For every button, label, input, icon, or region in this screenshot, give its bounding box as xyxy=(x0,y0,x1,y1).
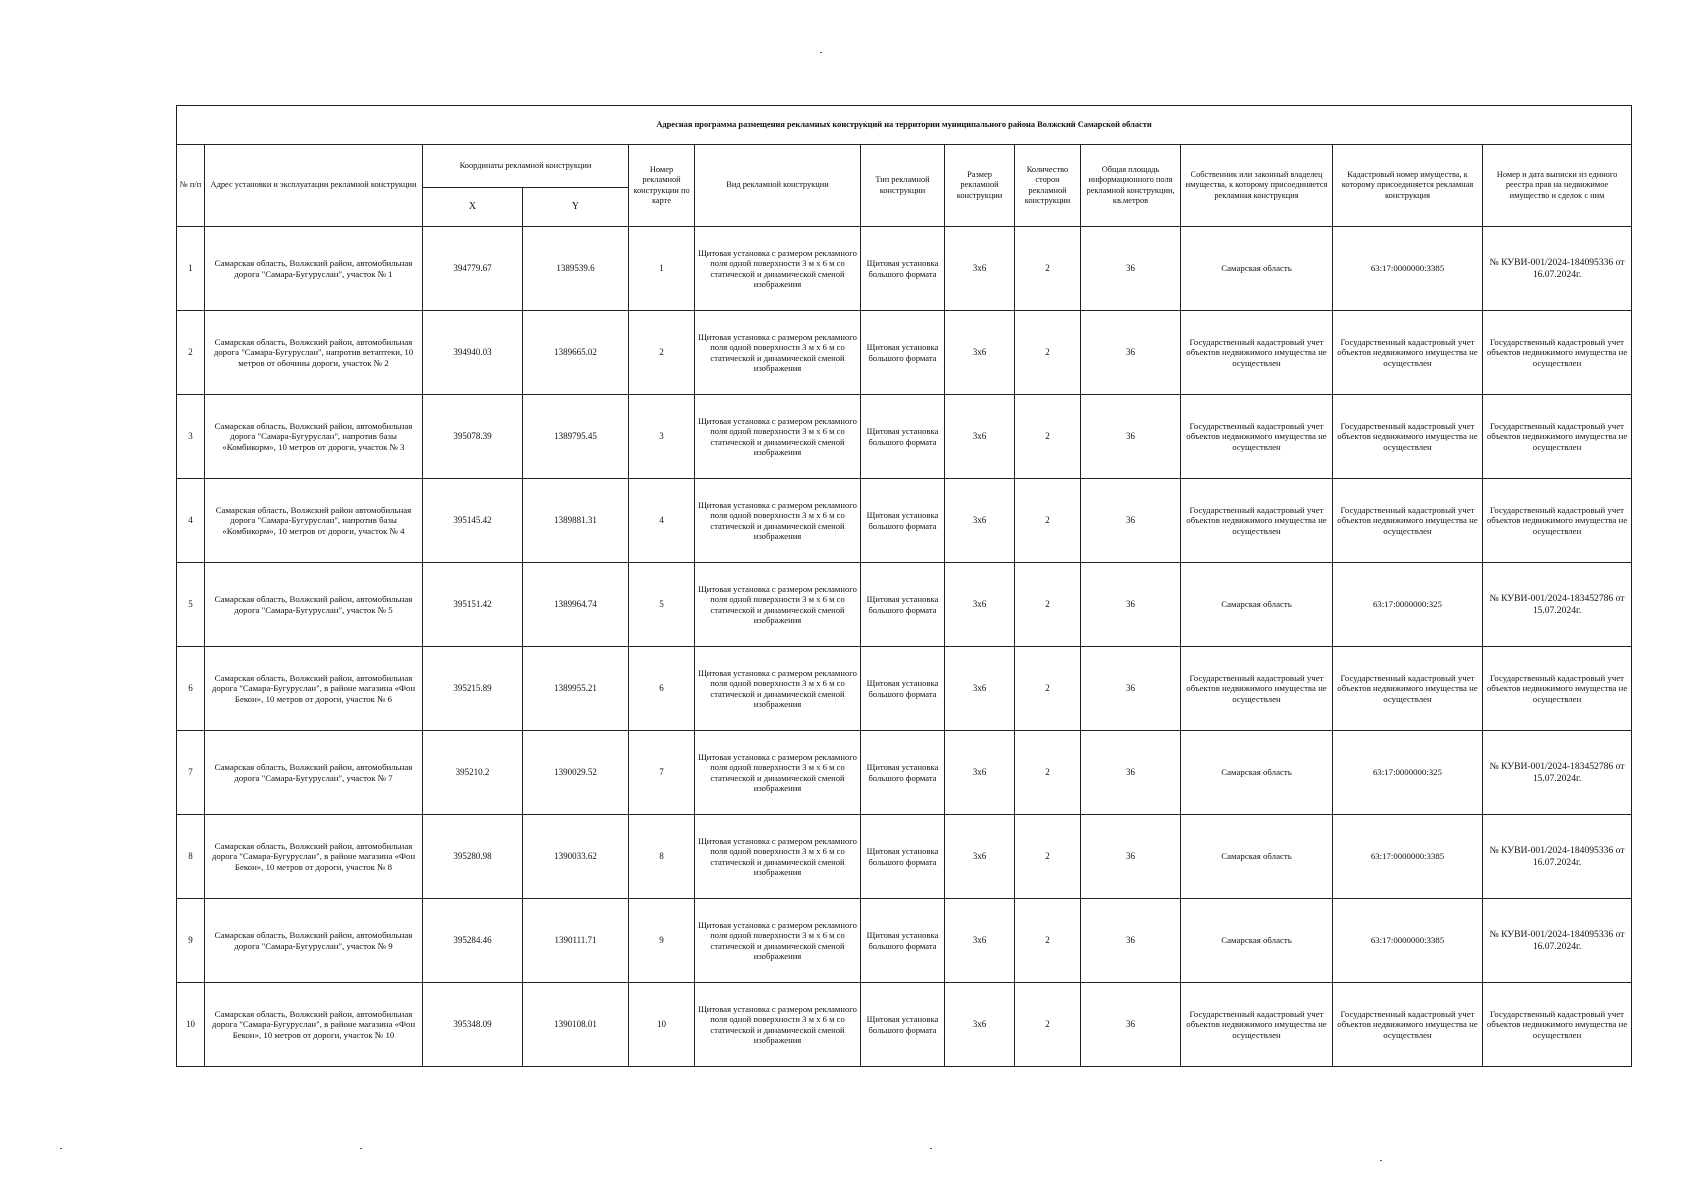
header-cadastral: Кадастровый номер имущества, к которому присоединяется рекламная конструкция xyxy=(1333,145,1483,227)
header-registry: Номер и дата выписки из единого реестра прав на недвижимое имущество и сделок с ним xyxy=(1483,145,1632,227)
cell-kind: Щитовая установка с размером рекламного поля одной поверхности 3 м х 6 м со статической и динамической сменой изображения xyxy=(695,647,861,731)
header-map-number: Номер рекламной конструкции по карте xyxy=(629,145,695,227)
scan-speck xyxy=(820,52,822,53)
cell-registry: № КУВИ-001/2024-183452786 от 15.07.2024г. xyxy=(1483,563,1632,647)
cell-size: 3х6 xyxy=(945,983,1015,1067)
cell-address: Самарская область, Волжский район, автомобильная дорога "Самара-Бугуруслан", напротив ветаптеки, 10 метров от обочины дороги, участок № 2 xyxy=(205,311,423,395)
cell-sides: 2 xyxy=(1015,899,1081,983)
cell-size: 3х6 xyxy=(945,731,1015,815)
cell-registry: Государственный кадастровый учет объектов недвижимого имущества не осуществлен xyxy=(1483,647,1632,731)
cell-sides: 2 xyxy=(1015,647,1081,731)
cell-type: Щитовая установка большого формата xyxy=(861,563,945,647)
cell-cadastral: 63:17:0000000:3385 xyxy=(1333,899,1483,983)
cell-area: 36 xyxy=(1081,395,1181,479)
table-row xyxy=(177,563,1632,647)
cell-address: Самарская область, Волжский район автомобильная дорога "Самара-Бугуруслан", напротив базы «Комбикорм», 10 метров от дороги, участок № 4 xyxy=(205,479,423,563)
cell-registry: Государственный кадастровый учет объектов недвижимого имущества не осуществлен xyxy=(1483,311,1632,395)
cell-cadastral: Государственный кадастровый учет объектов недвижимого имущества не осуществлен xyxy=(1333,311,1483,395)
cell-num: 5 xyxy=(177,563,205,647)
cell-y: 1389665.02 xyxy=(523,311,629,395)
header-kind: Вид рекламной конструкции xyxy=(695,145,861,227)
cell-sides: 2 xyxy=(1015,395,1081,479)
cell-x: 395145.42 xyxy=(423,479,523,563)
cell-type: Щитовая установка большого формата xyxy=(861,311,945,395)
cell-num: 8 xyxy=(177,815,205,899)
cell-map-number: 7 xyxy=(629,731,695,815)
cell-x: 395215.89 xyxy=(423,647,523,731)
cell-cadastral: 63:17:0000000:3385 xyxy=(1333,815,1483,899)
cell-kind: Щитовая установка с размером рекламного поля одной поверхности 3 м х 6 м со статической и динамической сменой изображения xyxy=(695,815,861,899)
cell-y: 1389795.45 xyxy=(523,395,629,479)
cell-sides: 2 xyxy=(1015,983,1081,1067)
cell-y: 1390111.71 xyxy=(523,899,629,983)
cell-registry: № КУВИ-001/2024-183452786 от 15.07.2024г. xyxy=(1483,731,1632,815)
cell-kind: Щитовая установка с размером рекламного поля одной поверхности 3 м х 6 м со статической и динамической сменой изображения xyxy=(695,899,861,983)
cell-type: Щитовая установка большого формата xyxy=(861,983,945,1067)
cell-owner: Государственный кадастровый учет объектов недвижимого имущества не осуществлен xyxy=(1181,983,1333,1067)
cell-num: 1 xyxy=(177,227,205,311)
header-x: X xyxy=(423,188,523,227)
cell-map-number: 5 xyxy=(629,563,695,647)
cell-x: 395078.39 xyxy=(423,395,523,479)
scan-speck xyxy=(1380,1160,1382,1161)
table-row xyxy=(177,899,1632,983)
cell-sides: 2 xyxy=(1015,815,1081,899)
cell-map-number: 3 xyxy=(629,395,695,479)
cell-size: 3х6 xyxy=(945,647,1015,731)
cell-map-number: 2 xyxy=(629,311,695,395)
cell-registry: № КУВИ-001/2024-184095336 от 16.07.2024г. xyxy=(1483,899,1632,983)
cell-sides: 2 xyxy=(1015,731,1081,815)
cell-y: 1389881.31 xyxy=(523,479,629,563)
cell-owner: Самарская область xyxy=(1181,731,1333,815)
cell-address: Самарская область, Волжский район, автомобильная дорога "Самара-Бугуруслан", напротив базы «Комбикорм», 10 метров от дороги, участок № 3 xyxy=(205,395,423,479)
cell-num: 3 xyxy=(177,395,205,479)
cell-area: 36 xyxy=(1081,479,1181,563)
cell-kind: Щитовая установка с размером рекламного поля одной поверхности 3 м х 6 м со статической и динамической сменой изображения xyxy=(695,983,861,1067)
cell-area: 36 xyxy=(1081,563,1181,647)
cell-kind: Щитовая установка с размером рекламного поля одной поверхности 3 м х 6 м со статической и динамической сменой изображения xyxy=(695,395,861,479)
cell-cadastral: Государственный кадастровый учет объектов недвижимого имущества не осуществлен xyxy=(1333,395,1483,479)
cell-area: 36 xyxy=(1081,227,1181,311)
cell-address: Самарская область, Волжский район, автомобильная дорога "Самара-Бугуруслан", в районе магазина «Фон Бекон», 10 метров от дороги, участок № 8 xyxy=(205,815,423,899)
cell-kind: Щитовая установка с размером рекламного поля одной поверхности 3 м х 6 м со статической и динамической сменой изображения xyxy=(695,563,861,647)
table-row xyxy=(177,311,1632,395)
table-row xyxy=(177,731,1632,815)
page-title: Адресная программа размещения рекламных конструкций на территории муниципального района Волжский Самарской области xyxy=(177,106,1632,145)
cell-owner: Самарская область xyxy=(1181,815,1333,899)
cell-map-number: 6 xyxy=(629,647,695,731)
cell-area: 36 xyxy=(1081,815,1181,899)
cell-cadastral: Государственный кадастровый учет объектов недвижимого имущества не осуществлен xyxy=(1333,983,1483,1067)
cell-map-number: 10 xyxy=(629,983,695,1067)
table-row xyxy=(177,395,1632,479)
document-sheet xyxy=(176,105,1631,1067)
header-sides: Количество сторон рекламной конструкции xyxy=(1015,145,1081,227)
cell-size: 3х6 xyxy=(945,899,1015,983)
cell-size: 3х6 xyxy=(945,395,1015,479)
table-row xyxy=(177,983,1632,1067)
cell-y: 1389964.74 xyxy=(523,563,629,647)
cell-sides: 2 xyxy=(1015,563,1081,647)
cell-kind: Щитовая установка с размером рекламного поля одной поверхности 3 м х 6 м со статической и динамической сменой изображения xyxy=(695,479,861,563)
cell-map-number: 4 xyxy=(629,479,695,563)
cell-x: 394779.67 xyxy=(423,227,523,311)
cell-x: 394940.03 xyxy=(423,311,523,395)
cell-cadastral: Государственный кадастровый учет объектов недвижимого имущества не осуществлен xyxy=(1333,479,1483,563)
cell-sides: 2 xyxy=(1015,479,1081,563)
cell-cadastral: 63:17:0000000:325 xyxy=(1333,731,1483,815)
scan-speck xyxy=(60,1148,62,1149)
cell-x: 395280.98 xyxy=(423,815,523,899)
cell-address: Самарская область, Волжский район, автомобильная дорога "Самара-Бугуруслан", участок № 9 xyxy=(205,899,423,983)
cell-registry: Государственный кадастровый учет объектов недвижимого имущества не осуществлен xyxy=(1483,479,1632,563)
cell-owner: Самарская область xyxy=(1181,563,1333,647)
table-row xyxy=(177,227,1632,311)
cell-kind: Щитовая установка с размером рекламного поля одной поверхности 3 м х 6 м со статической и динамической сменой изображения xyxy=(695,227,861,311)
header-size: Размер рекламной конструкции xyxy=(945,145,1015,227)
cell-type: Щитовая установка большого формата xyxy=(861,227,945,311)
cell-owner: Государственный кадастровый учет объектов недвижимого имущества не осуществлен xyxy=(1181,395,1333,479)
header-area: Общая площадь информационного поля рекламной конструкции, кв.метров xyxy=(1081,145,1181,227)
cell-owner: Самарская область xyxy=(1181,899,1333,983)
cell-owner: Государственный кадастровый учет объектов недвижимого имущества не осуществлен xyxy=(1181,311,1333,395)
cell-registry: Государственный кадастровый учет объектов недвижимого имущества не осуществлен xyxy=(1483,983,1632,1067)
cell-y: 1390033.62 xyxy=(523,815,629,899)
cell-owner: Государственный кадастровый учет объектов недвижимого имущества не осуществлен xyxy=(1181,647,1333,731)
cell-address: Самарская область, Волжский район, автомобильная дорога "Самара-Бугуруслан", в районе магазина «Фон Бекон», 10 метров от дороги, участок № 6 xyxy=(205,647,423,731)
cell-address: Самарская область, Волжский район, автомобильная дорога "Самара-Бугуруслан", участок № 5 xyxy=(205,563,423,647)
cell-address: Самарская область, Волжский район, автомобильная дорога "Самара-Бугуруслан", в районе магазина «Фон Бекон», 10 метров от дороги, участок № 10 xyxy=(205,983,423,1067)
cell-type: Щитовая установка большого формата xyxy=(861,647,945,731)
cell-area: 36 xyxy=(1081,311,1181,395)
cell-y: 1390108.01 xyxy=(523,983,629,1067)
cell-type: Щитовая установка большого формата xyxy=(861,479,945,563)
cell-type: Щитовая установка большого формата xyxy=(861,731,945,815)
table-row xyxy=(177,815,1632,899)
cell-map-number: 1 xyxy=(629,227,695,311)
cell-x: 395210.2 xyxy=(423,731,523,815)
cell-size: 3х6 xyxy=(945,815,1015,899)
cell-num: 2 xyxy=(177,311,205,395)
header-coords: Координаты рекламной конструкции xyxy=(423,145,629,188)
cell-address: Самарская область, Волжский район, автомобильная дорога "Самара-Бугуруслан", участок № 1 xyxy=(205,227,423,311)
cell-y: 1390029.52 xyxy=(523,731,629,815)
cell-registry: Государственный кадастровый учет объектов недвижимого имущества не осуществлен xyxy=(1483,395,1632,479)
cell-size: 3х6 xyxy=(945,563,1015,647)
cell-owner: Самарская область xyxy=(1181,227,1333,311)
cell-cadastral: 63:17:0000000:3385 xyxy=(1333,227,1483,311)
cell-type: Щитовая установка большого формата xyxy=(861,395,945,479)
header-num: № п/п xyxy=(177,145,205,227)
cell-num: 6 xyxy=(177,647,205,731)
cell-x: 395284.46 xyxy=(423,899,523,983)
cell-sides: 2 xyxy=(1015,227,1081,311)
cell-type: Щитовая установка большого формата xyxy=(861,899,945,983)
cell-num: 10 xyxy=(177,983,205,1067)
cell-map-number: 9 xyxy=(629,899,695,983)
scan-speck xyxy=(930,1148,932,1149)
cell-registry: № КУВИ-001/2024-184095336 от 16.07.2024г. xyxy=(1483,815,1632,899)
cell-y: 1389539.6 xyxy=(523,227,629,311)
header-owner: Собственник или законный владелец имущества, к которому присоединяется рекламная конструкция xyxy=(1181,145,1333,227)
header-type: Тип рекламной конструкции xyxy=(861,145,945,227)
cell-kind: Щитовая установка с размером рекламного поля одной поверхности 3 м х 6 м со статической и динамической сменой изображения xyxy=(695,311,861,395)
cell-address: Самарская область, Волжский район, автомобильная дорога "Самара-Бугуруслан", участок № 7 xyxy=(205,731,423,815)
cell-x: 395348.09 xyxy=(423,983,523,1067)
cell-y: 1389955.21 xyxy=(523,647,629,731)
cell-registry: № КУВИ-001/2024-184095336 от 16.07.2024г. xyxy=(1483,227,1632,311)
advertising-program-table xyxy=(176,105,1632,1067)
table-row xyxy=(177,647,1632,731)
cell-cadastral: Государственный кадастровый учет объектов недвижимого имущества не осуществлен xyxy=(1333,647,1483,731)
cell-area: 36 xyxy=(1081,899,1181,983)
cell-size: 3х6 xyxy=(945,227,1015,311)
header-y: Y xyxy=(523,188,629,227)
cell-size: 3х6 xyxy=(945,479,1015,563)
cell-type: Щитовая установка большого формата xyxy=(861,815,945,899)
cell-area: 36 xyxy=(1081,647,1181,731)
cell-area: 36 xyxy=(1081,731,1181,815)
header-address: Адрес установки и эксплуатации рекламной конструкции xyxy=(205,145,423,227)
cell-x: 395151.42 xyxy=(423,563,523,647)
cell-sides: 2 xyxy=(1015,311,1081,395)
scan-speck xyxy=(360,1148,362,1149)
cell-num: 9 xyxy=(177,899,205,983)
cell-owner: Государственный кадастровый учет объектов недвижимого имущества не осуществлен xyxy=(1181,479,1333,563)
cell-size: 3х6 xyxy=(945,311,1015,395)
table-row xyxy=(177,479,1632,563)
cell-map-number: 8 xyxy=(629,815,695,899)
cell-num: 7 xyxy=(177,731,205,815)
cell-area: 36 xyxy=(1081,983,1181,1067)
cell-kind: Щитовая установка с размером рекламного поля одной поверхности 3 м х 6 м со статической и динамической сменой изображения xyxy=(695,731,861,815)
cell-cadastral: 63:17:0000000:325 xyxy=(1333,563,1483,647)
cell-num: 4 xyxy=(177,479,205,563)
